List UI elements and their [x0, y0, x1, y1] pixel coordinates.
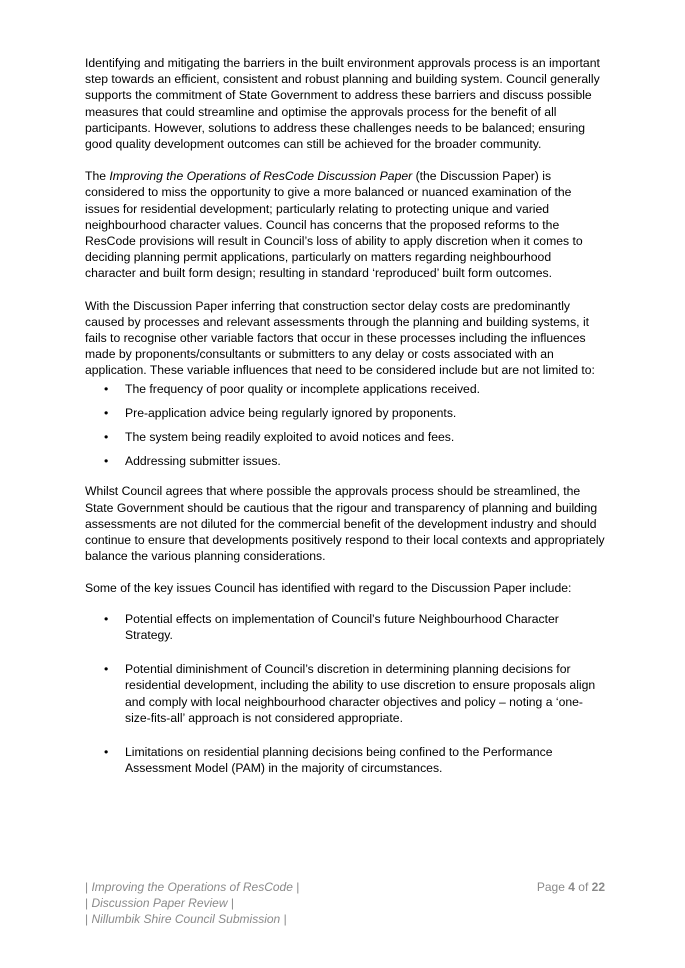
- list-item: • Potential effects on implementation of Council’s future Neighbourhood Character Strategy.: [104, 611, 559, 642]
- paragraph-rest: (the Discussion Paper) is considered to miss the opportunity to give a more balanced or nuanced examination of the issues for residential development; particularly relating to protecting unique and varied neighbourhood character values. Council has concerns that the proposed reforms to the ResCode provisions will result in Council’s loss of ability to apply discretion when it comes to deciding planning permit applications, particularly on matters regarding neighbourhood character and built form design; resulting in standard ‘reproduced’ built form outcomes.: [85, 169, 583, 281]
- paragraph-prefix: The: [85, 169, 110, 184]
- page-footer: [85, 879, 605, 927]
- list-item: • The system being readily exploited to avoid notices and fees.: [104, 430, 455, 445]
- paragraph-discussion-paper: [85, 168, 605, 281]
- variable-factors-list: [85, 381, 605, 470]
- paragraph-key-issues: Some of the key issues Council has identified with regard to the Discussion Paper include:: [85, 581, 572, 596]
- bullet-icon: •: [104, 611, 109, 626]
- footer-line-3: | Nillumbik Shire Council Submission |: [85, 912, 287, 926]
- document-body: [85, 55, 605, 794]
- list-item: • Limitations on residential planning decisions being confined to the Performance Assessment Model (PAM) in the majority of circumstances.: [104, 744, 553, 776]
- page-number: Page 4 of 22: [536, 880, 605, 894]
- discussion-paper-title: Improving the Operations of ResCode Discussion Paper: [109, 169, 413, 184]
- list-item: • Potential diminishment of Council’s discretion in determining planning decisions for residential development, including the ability to use discretion to ensure proposals align and comply with local neighbourhood character objectives and policy – noting a ‘one-size-fits-all’ approach is not considered appropriate.: [104, 662, 596, 725]
- paragraph-delay-costs: With the Discussion Paper inferring that construction sector delay costs are predominantly caused by processes and relevant assessments through the planning and building systems, it fails to recognise other variable factors that occur in these processes including the influences made by proponents/consultants or submitters to any delay or costs associated with an application. These variable influences that need to be considered include but are not limited to:: [85, 298, 595, 378]
- list-item: • Addressing submitter issues.: [104, 454, 281, 469]
- bullet-icon: •: [104, 454, 109, 469]
- key-issues-list: [85, 611, 605, 777]
- paragraph-intro: Identifying and mitigating the barriers in the built environment approvals process is an important step towards an efficient, consistent and robust planning and building system. Council generally supports the commitment of State Government to address these barriers and discuss possible measures that could streamline and optimise the approvals process for the benefit of all participants. However, solutions to address these challenges needs to be balanced; ensuring good quality development outcomes can still be achieved for the broader community.: [85, 56, 600, 152]
- bullet-icon: •: [104, 405, 109, 420]
- bullet-icon: •: [104, 662, 109, 677]
- bullet-icon: •: [104, 381, 109, 396]
- list-item: • The frequency of poor quality or incomplete applications received.: [104, 381, 480, 396]
- list-item: • Pre-application advice being regularly ignored by proponents.: [104, 405, 457, 420]
- footer-line-1: | Improving the Operations of ResCode |: [85, 880, 300, 894]
- bullet-icon: •: [104, 430, 109, 445]
- bullet-icon: •: [104, 744, 109, 759]
- footer-line-2: | Discussion Paper Review |: [85, 896, 234, 910]
- paragraph-streamlining: Whilst Council agrees that where possible the approvals process should be streamlined, the State Government should be cautious that the rigour and transparency of planning and building assessments are not diluted for the commercial benefit of the development industry and should continue to ensure that developments positively respond to their local contexts and appropriately balance the various planning considerations.: [85, 484, 605, 564]
